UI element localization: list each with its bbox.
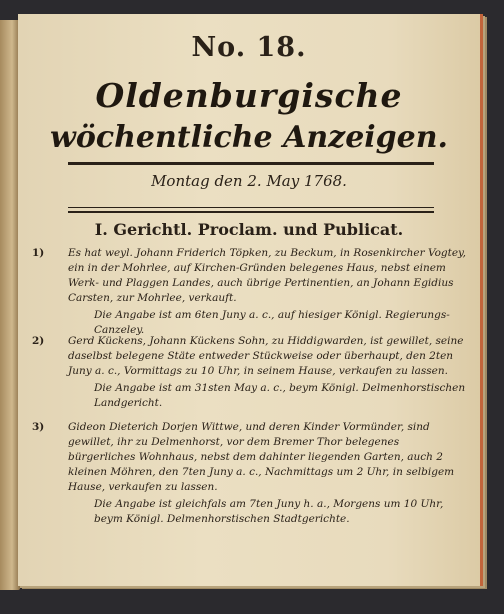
notice-item — [32, 420, 468, 527]
masthead-title-line2: wöchentliche Anzeigen. — [50, 120, 448, 155]
notice-item — [32, 334, 468, 411]
newspaper-page — [18, 14, 483, 586]
notice-body: Gideon Dieterich Dorjen Wittwe, und deren Kinder Vormünder, sind gewillet, ihr zu Delmenhorst, vor dem Bremer Thor belegenes bürgerliches Wohnhaus, nebst dem dahinter liegenden Garten, auch 2 kleinen Möhren, den 7ten Juny a. c., Nachmittags um 2 Uhr, in selbigem Hause, verkaufen zu lassen. — [68, 421, 455, 493]
notice-item — [32, 246, 468, 338]
notice-indent: Die Angabe ist gleichfals am 7ten Juny h. a., Morgens um 10 Uhr, beym Königl. Delmenhorstischen Stadtgerichte. — [94, 498, 444, 525]
masthead-rule-top — [68, 162, 434, 165]
notice-body: Gerd Kückens, Johann Kückens Sohn, zu Hiddigwarden, ist gewillet, seine daselbst belegene Stäte entweder Stückweise oder überhaupt, den 2ten Juny a. c., Vormittags zu 10 Uhr, in seinem Hause, verkaufen zu lassen. — [68, 335, 464, 377]
masthead-rule-bottom — [68, 207, 434, 208]
dateline: Montag den 2. May 1768. — [151, 172, 347, 190]
masthead-title-line1: Oldenburgische — [95, 76, 403, 115]
issue-number: No. 18. — [191, 32, 307, 63]
notice-number: 3) — [32, 421, 45, 433]
left-page-edge — [0, 20, 20, 590]
notice-indent: Die Angabe ist am 6ten Juny a. c., auf hiesiger Königl. Regierungs-Canzeley. — [94, 309, 450, 336]
masthead-rule-bottom-thick — [68, 211, 434, 213]
notice-body: Es hat weyl. Johann Friderich Töpken, zu Beckum, in Rosenkircher Vogtey, ein in der Mohrlee, auf Kirchen-Gründen belegenes Haus, nebst einem Werk- und Plaggen Landes, auch übrige Pertinentien, an Johann Egidius Carsten, zur Mohrlee, verkauft. — [68, 247, 466, 304]
section-heading: I. Gerichtl. Proclam. und Publicat. — [94, 220, 404, 239]
notice-number: 2) — [32, 335, 45, 347]
notice-indent: Die Angabe ist am 31sten May a. c., beym Königl. Delmenhorstischen Landgericht. — [94, 382, 466, 409]
notice-number: 1) — [32, 247, 45, 259]
